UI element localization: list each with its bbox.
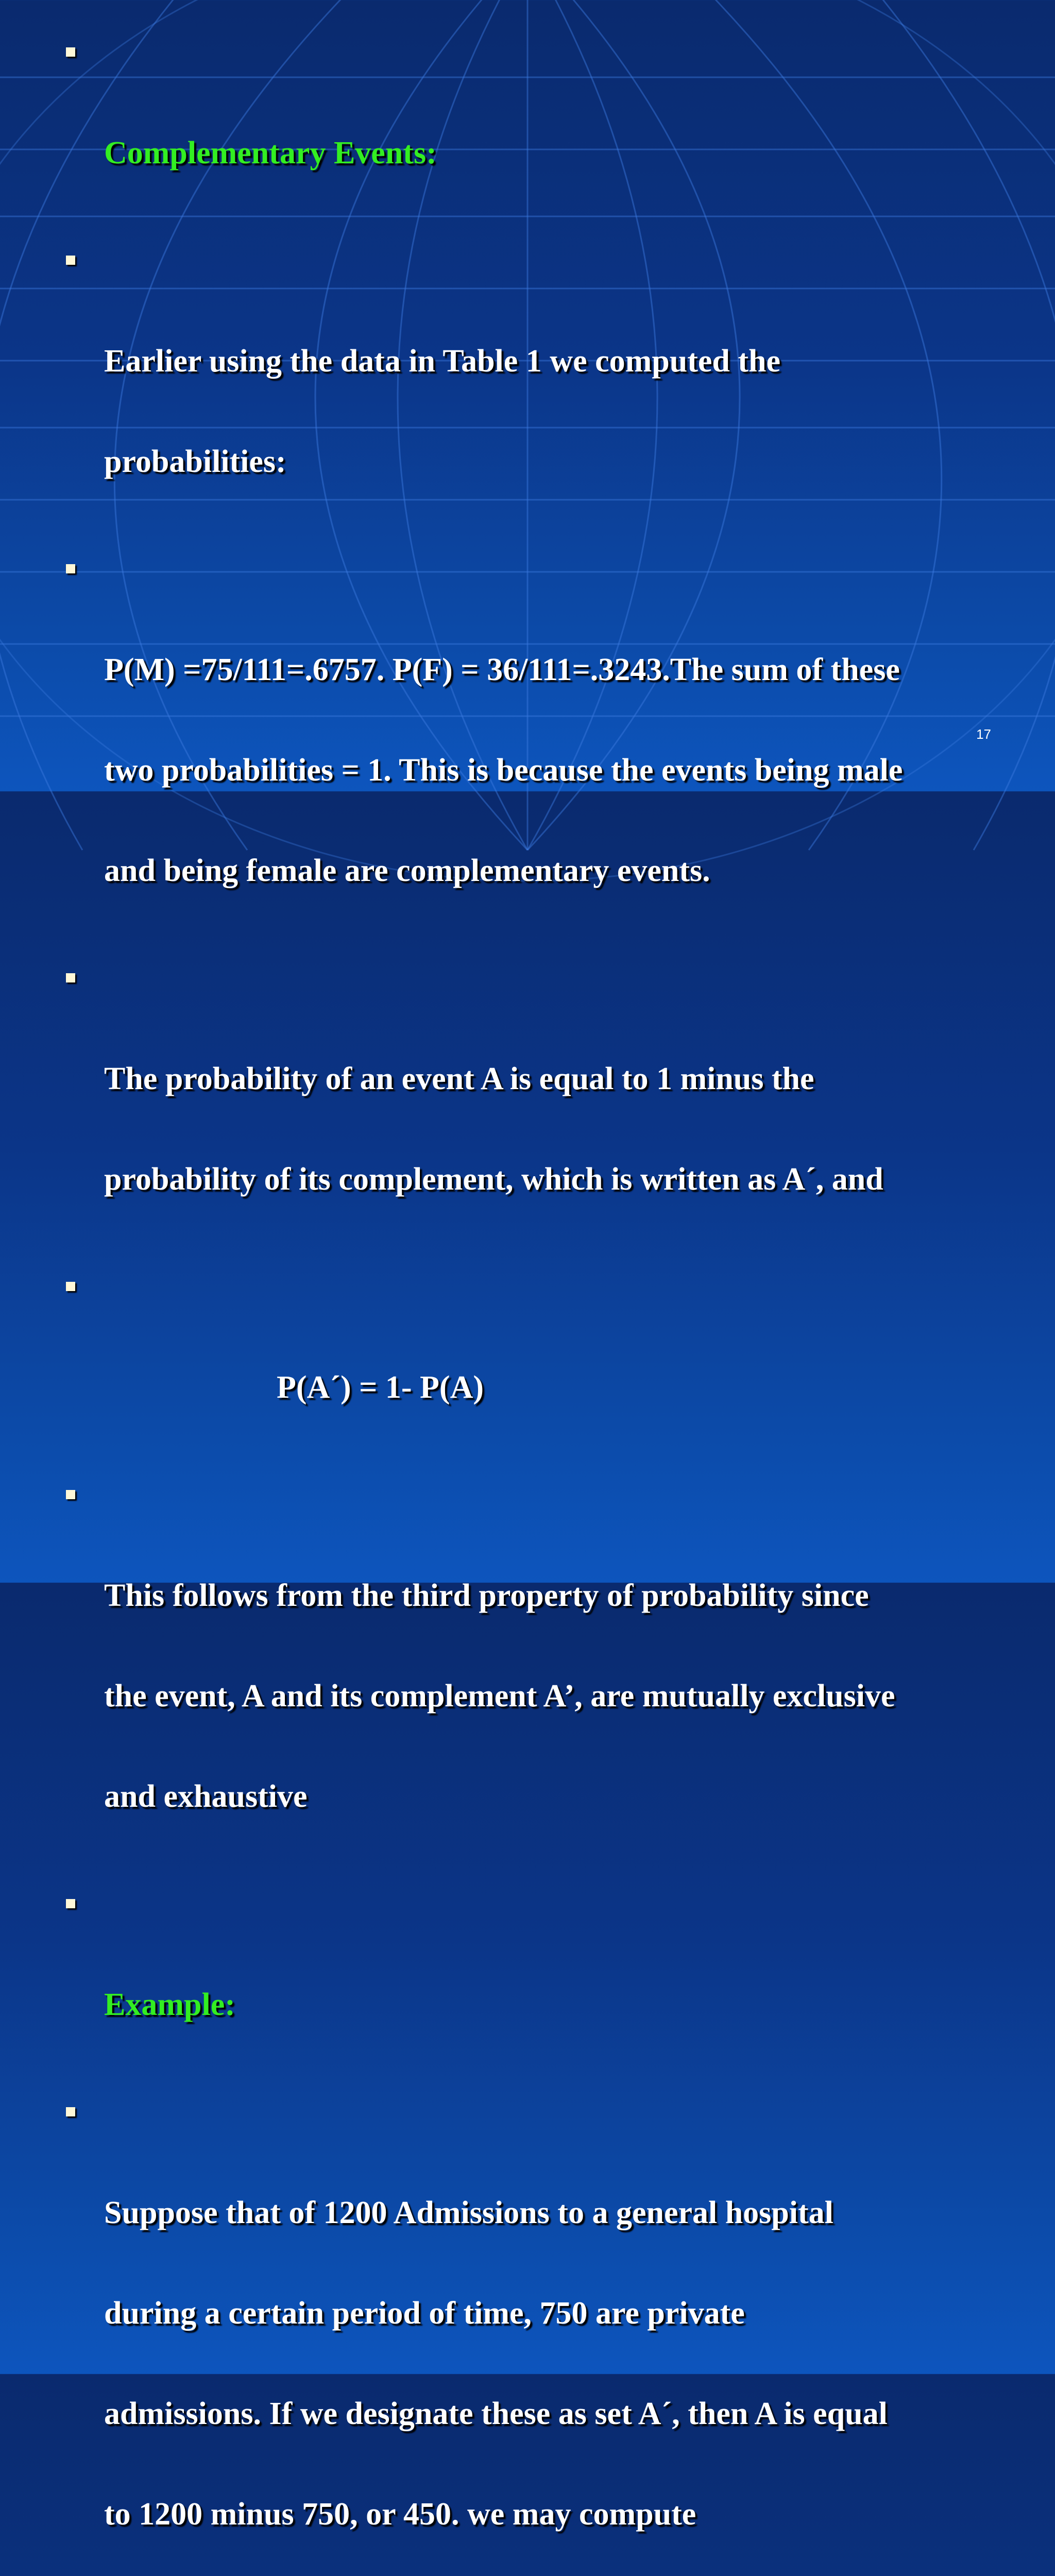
square-bullet-icon <box>66 47 75 57</box>
text-line: probability of its complement, which is written as A´, and <box>104 1162 883 1197</box>
square-bullet-icon <box>66 1282 75 1291</box>
text-line: Complementary Events: <box>104 135 437 171</box>
text-line: and exhaustive <box>104 1779 308 1814</box>
text-line: This follows from the third property of probability since <box>104 1578 869 1613</box>
bullet-hospital-admissions <box>62 2096 1015 2576</box>
text-line: The probability of an event A is equal to 1 minus the <box>104 1061 814 1096</box>
square-bullet-icon <box>66 1490 75 1499</box>
page-number: 17 <box>976 726 991 742</box>
text-line: during a certain period of time, 750 are private <box>104 2296 745 2331</box>
square-bullet-icon <box>66 1899 75 1908</box>
square-bullet-icon <box>66 564 75 573</box>
text-line: and being female are complementary events. <box>104 853 710 888</box>
heading-complementary-events <box>62 36 1015 237</box>
formula-line: P(A´) = 1- P(A) <box>277 1370 484 1405</box>
text-line: two probabilities = 1. This is because the events being male <box>104 753 903 788</box>
text-line: the event, A and its complement A’, are mutually exclusive <box>104 1679 895 1714</box>
text-line: admissions. If we designate these as set A´, then A is equal <box>104 2396 888 2431</box>
text-line: Suppose that of 1200 Admissions to a general hospital <box>104 2195 833 2230</box>
bullet-complement-formula <box>62 1270 1015 1471</box>
bullet-list <box>62 36 1015 2576</box>
bullet-complement-definition <box>62 962 1015 1263</box>
text-line: probabilities: <box>104 444 286 479</box>
heading-example <box>62 1888 1015 2089</box>
square-bullet-icon <box>66 256 75 265</box>
bullet-probabilities-sum <box>62 553 1015 955</box>
bullet-third-property <box>62 1479 1015 1880</box>
text-line: to 1200 minus 750, or 450. we may compute <box>104 2497 696 2532</box>
text-line: Earlier using the data in Table 1 we computed the <box>104 344 781 379</box>
square-bullet-icon <box>66 973 75 982</box>
text-line: P(M) =75/111=.6757. P(F) = 36/111=.3243.The sum of these <box>104 652 900 687</box>
bullet-earlier-computed <box>62 244 1015 546</box>
square-bullet-icon <box>66 2107 75 2116</box>
text-line: Example: <box>104 1987 235 2022</box>
